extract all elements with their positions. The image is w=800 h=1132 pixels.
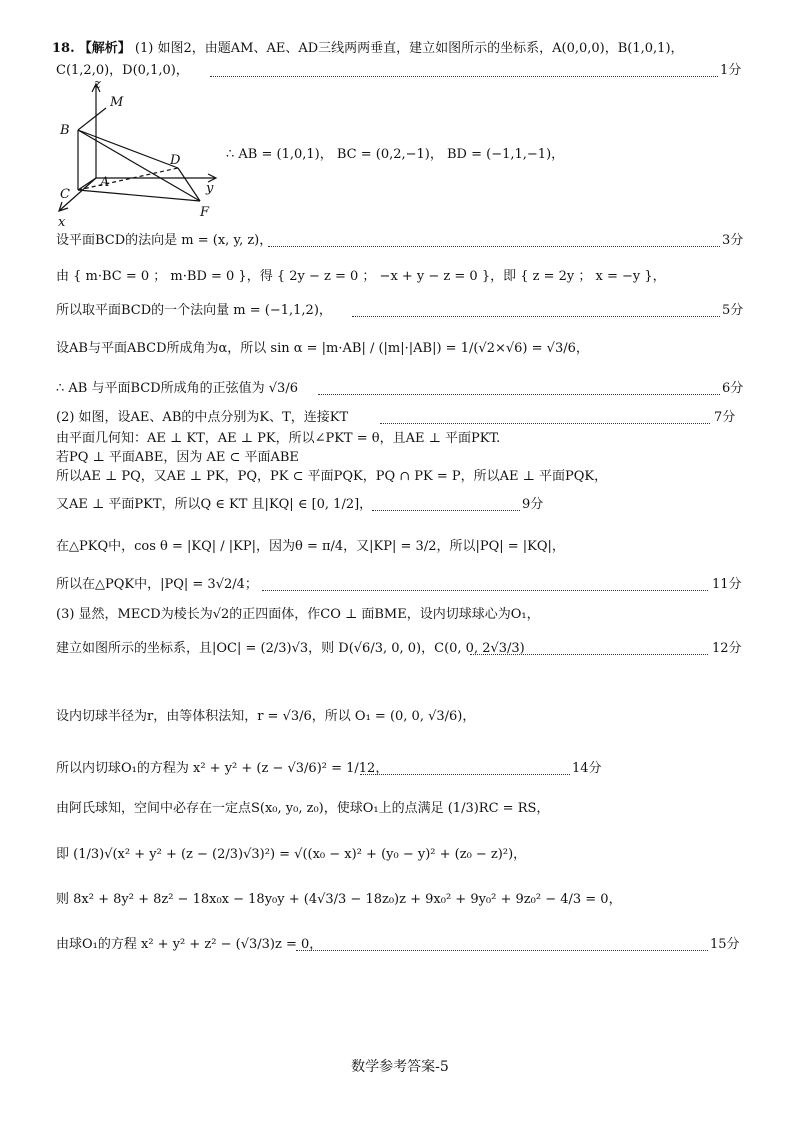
label-A: A	[100, 175, 110, 190]
score-5: 7分	[714, 410, 736, 425]
line-1: (1) 如图2，由题AM、AE、AD三线两两垂直，建立如图所示的坐标系，A(0,0,0)，B(1,0,1)，	[134, 41, 684, 56]
score-3: 5分	[722, 303, 744, 318]
line-10: 由平面几何知：AE ⊥ KT，AE ⊥ PK，所以∠PKT = θ，且AE ⊥ 平面PKT.	[56, 431, 501, 446]
line-9: (2) 如图，设AE、AB的中点分别为K、T，连接KT	[56, 410, 349, 425]
problem-number: 18.	[52, 41, 75, 56]
line-6: 所以取平面BCD的一个法向量 m = (−1,1,2)，	[56, 303, 332, 318]
line-7: 设AB与平面ABCD所成角为α，所以 sin α = |m·AB| / (|m|·|AB|) = 1/(√2×√6) = √3/6，	[56, 341, 589, 356]
line-15: 所以在△PQK中，|PQ| = 3√2/4；	[56, 577, 258, 592]
line-8: ∴ AB 与平面BCD所成角的正弦值为 √3/6	[56, 381, 298, 396]
line-11: 若PQ ⊥ 平面ABE，因为 AE ⊂ 平面ABE	[56, 450, 299, 465]
line-18: 设内切球半径为r，由等体积法知，r = √3/6，所以 O₁ = (0, 0, √3/6)，	[56, 709, 476, 724]
score-7: 11分	[712, 577, 742, 592]
score-1: 1分	[720, 63, 742, 78]
line-13: 又AE ⊥ 平面PKT，所以Q ∈ KT 且|KQ| ∈ [0, 1/2]，	[56, 497, 373, 512]
score-4: 6分	[722, 381, 744, 396]
line-21: 即 (1/3)√(x² + y² + (z − (2/3)√3)²) = √((x₀ − x)² + (y₀ − y)² + (z₀ − z)²)，	[56, 847, 527, 862]
line-5: 由 { m·BC = 0 ； m·BD = 0 }，得 { 2y − z = 0 ； −x + y − z = 0 }，即 { z = 2y ； x = −y }，	[56, 269, 666, 284]
line-14: 在△PKQ中，cos θ = |KQ| / |KP|，因为θ = π/4，又|KP| = 3/2，所以|PQ| = |KQ|，	[56, 539, 565, 554]
line-4: 设平面BCD的法向是 m = (x, y, z)，	[56, 233, 273, 248]
label-z: z	[94, 78, 101, 92]
score-9: 14分	[572, 761, 602, 776]
score-6: 9分	[522, 497, 544, 512]
line-17: 建立如图所示的坐标系，且|OC| = (2/3)√3，则 D(√6/3, 0, 0)，C(0, 0, 2√3/3)	[56, 641, 525, 656]
geometry-figure	[50, 78, 230, 228]
line-2: C(1,2,0)，D(0,1,0)，	[56, 63, 189, 78]
label-x: x	[58, 215, 66, 228]
score-2: 3分	[722, 233, 744, 248]
label-y: y	[206, 181, 214, 196]
line-3: ∴ AB = (1,0,1)， BC = (0,2,−1)， BD = (−1,1,−1)，	[226, 147, 565, 162]
label-B: B	[60, 123, 70, 138]
label-C: C	[60, 187, 70, 202]
line-16: (3) 显然，MECD为棱长为√2的正四面体，作CO ⊥ 面BME，设内切球球心为O₁，	[56, 607, 540, 622]
score-8: 12分	[712, 641, 742, 656]
line-22: 则 8x² + 8y² + 8z² − 18x₀x − 18y₀y + (4√3/3 − 18z₀)z + 9x₀² + 9y₀² + 9z₀² − 4/3 = 0，	[56, 892, 622, 907]
label-D: D	[170, 153, 181, 168]
label-M: M	[110, 95, 124, 110]
line-12: 所以AE ⊥ PQ，又AE ⊥ PK，PQ，PK ⊂ 平面PQK，PQ ∩ PK = P，所以AE ⊥ 平面PQK，	[56, 469, 608, 484]
line-20: 由阿氏球知，空间中必存在一定点S(x₀, y₀, z₀)，使球O₁上的点满足 (1/3)RC = RS，	[56, 801, 550, 816]
label-F: F	[200, 205, 210, 220]
problem-header	[52, 40, 684, 58]
score-10: 15分	[710, 937, 740, 952]
analysis-tag: 【解析】	[78, 41, 131, 56]
page-footer: 数学参考答案-5	[351, 1059, 449, 1075]
line-19: 所以内切球O₁的方程为 x² + y² + (z − √3/6)² = 1/12，	[56, 761, 389, 776]
line-23: 由球O₁的方程 x² + y² + z² − (√3/3)z = 0，	[56, 937, 323, 952]
